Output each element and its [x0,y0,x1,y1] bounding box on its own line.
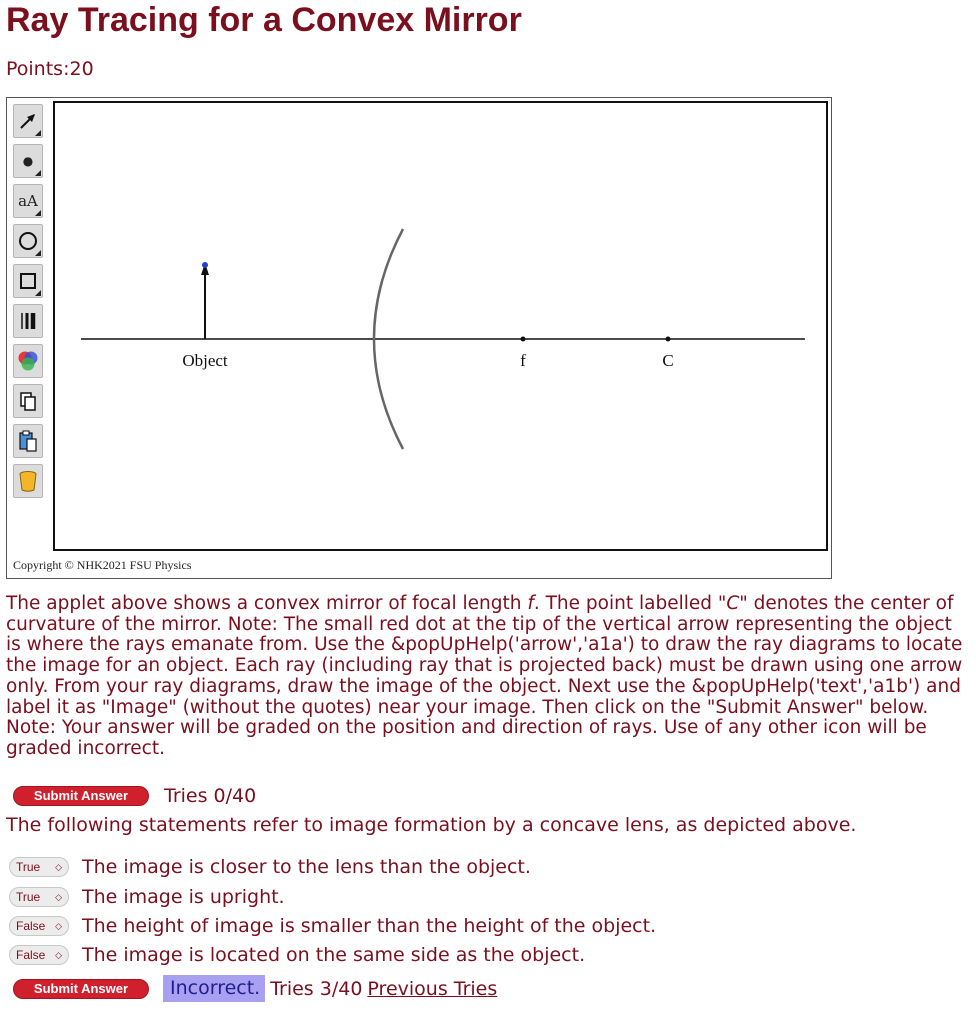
dot-tool-button[interactable] [13,144,43,178]
tries-counter: Tries 3/40 [270,977,363,1000]
dot-icon: ● [22,154,34,168]
chevron-updown-icon: ◇ [55,949,62,960]
copyright-text: Copyright © NHK2021 FSU Physics [13,558,192,572]
copy-icon [17,390,39,412]
submenu-corner-icon [35,290,41,296]
page-title: Ray Tracing for a Convex Mirror [6,1,522,39]
center-label: C [662,351,674,370]
submenu-corner-icon [35,210,41,216]
previous-tries-link[interactable]: Previous Tries [367,977,498,1000]
drawing-canvas[interactable] [53,101,828,551]
points-label: Points:20 [6,58,94,80]
submit-answer-button[interactable]: Submit Answer [13,979,149,999]
statement-text: The image is closer to the lens than the object. [82,856,531,878]
trash-tool-button[interactable] [13,464,43,498]
instructions-part: . The point labelled " [533,593,727,614]
drawing-toolbar [13,104,47,504]
true-false-select[interactable] [9,945,69,965]
color-icon [16,349,40,373]
statement-text: The image is upright. [82,886,285,908]
rectangle-tool-button[interactable] [13,264,43,298]
result-status: Incorrect. [163,975,265,1002]
submenu-corner-icon [35,250,41,256]
statement-row [9,944,585,966]
select-value: True [16,890,41,904]
statements-intro: The following statements refer to image formation by a concave lens, as depicted above. [6,814,857,836]
object-label: Object [182,351,228,370]
text-tool-button[interactable] [13,184,43,218]
trash-icon [17,469,39,493]
arrow-icon [17,110,39,132]
instructions-part: " denotes the center of curvature of the mirror. Note: The small red dot at the tip of the vertical arrow representing the object is where the rays emanate from. Use the &popUpHelp('arrow','a1a') to draw the ray diagrams to locate the image for an object. Each ray (including ray that is projected back) must be drawn using one arrow only. From your ray diagrams, draw the image of the object. Next use the &popUpHelp('text','a1b') and label it as "Image" (without the quotes) near your image. Then click on the "Submit Answer" below. Note: Your answer will be graded on the position and direction of rays. Use of any other icon will be graded incorrect. [6,593,963,759]
paste-tool-button[interactable] [13,424,43,458]
instructions-part: The applet above shows a convex mirror of focal length [6,593,528,614]
select-value: False [16,919,46,933]
text-icon: aA [18,192,38,210]
copy-tool-button[interactable] [13,384,43,418]
lines-icon [17,310,39,332]
statement-text: The height of image is smaller than the height of the object. [82,915,657,937]
focal-label: f [520,351,526,370]
focal-length-symbol: f [527,593,534,614]
tries-counter: Tries 0/40 [164,785,257,807]
instructions-text [6,594,972,760]
true-false-select[interactable] [9,857,69,877]
rectangle-icon [17,270,39,292]
statement-text: The image is located on the same side as the object. [82,944,586,966]
circle-tool-button[interactable] [13,224,43,258]
paste-icon [17,429,39,453]
arrow-tool-button[interactable] [13,104,43,138]
object-tip-dot [202,262,208,268]
submenu-corner-icon [35,130,41,136]
true-false-select[interactable] [9,916,69,936]
circle-icon [17,230,39,252]
center-point [666,337,671,342]
mirror-diagram [55,103,826,549]
statement-row [9,886,285,908]
select-value: True [16,860,41,874]
chevron-updown-icon: ◇ [55,891,62,902]
ray-tracing-applet [6,97,832,579]
color-tool-button[interactable] [13,344,43,378]
chevron-updown-icon: ◇ [55,920,62,931]
submit-answer-button[interactable]: Submit Answer [13,786,149,806]
true-false-select[interactable] [9,887,69,907]
submenu-corner-icon [35,170,41,176]
statement-row [9,915,656,937]
statement-row [9,856,531,878]
line-style-tool-button[interactable] [13,304,43,338]
center-symbol: C [726,593,740,614]
chevron-updown-icon: ◇ [55,861,62,872]
focal-point [521,337,526,342]
submit-row-1 [13,785,256,807]
submit-row-2 [13,975,497,1002]
select-value: False [16,948,46,962]
